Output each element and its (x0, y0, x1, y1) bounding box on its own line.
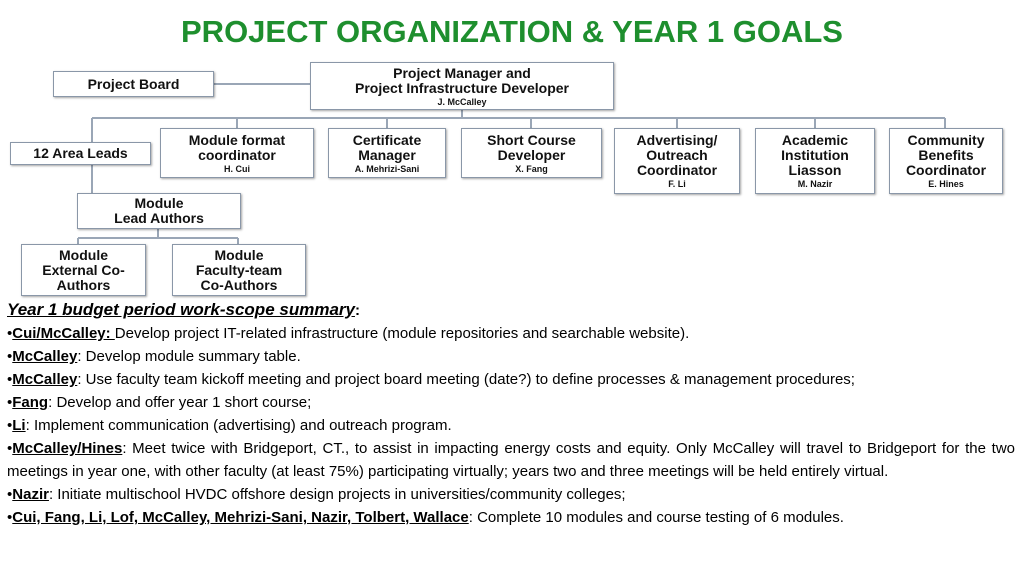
summary-item (7, 368, 1015, 391)
area-leads-box (10, 142, 151, 165)
module-format-coordinator-label: Module format coordinator (188, 131, 286, 163)
academic-institution-liasson-name: M. Nazir (797, 179, 833, 189)
summary-item (7, 414, 1015, 437)
certificate-manager-label: Certificate Manager (352, 131, 422, 163)
summary-item-text: : Initiate multischool HVDC offshore design projects in universities/community colleges; (48, 486, 626, 503)
module-lead-authors-box (77, 193, 241, 229)
short-course-developer-name: X. Fang (515, 163, 548, 174)
community-benefits-coordinator-name: E. Hines (928, 179, 964, 189)
community-benefits-coordinator-box (889, 128, 1003, 194)
summary-heading-colon: : (354, 302, 360, 319)
summary-item-person: McCalley/Hines (12, 440, 123, 457)
advertising-outreach-coordinator-name: F. Li (668, 179, 686, 189)
summary-item-person: Cui, Fang, Li, Lof, McCalley, Mehrizi-Sani, Nazir, Tolbert, Wallace (12, 509, 469, 526)
module-lead-authors-label: Module Lead Authors (114, 195, 204, 226)
summary-item-text: : Meet twice with Bridgeport, CT., to assist in impacting energy costs and equity. Only McCalley will travel to Bridgeport for the two meetings in year one, with other faculty (at least 75%) participating virtually; years two and three meetings will be held entirely virtual. (7, 440, 1015, 480)
bullet: • (7, 509, 13, 526)
summary-item (7, 506, 1015, 529)
bullet: • (7, 417, 13, 434)
summary-item (7, 322, 1015, 345)
certificate-manager-box (328, 128, 446, 178)
bullet: • (7, 371, 13, 388)
advertising-outreach-coordinator-box (614, 128, 740, 194)
summary-item-person: Li (12, 417, 26, 434)
bullet: • (7, 486, 13, 503)
summary-item-text: : Implement communication (advertising) and outreach program. (25, 417, 452, 434)
summary-item-person: McCalley (12, 371, 78, 388)
bullet: • (7, 348, 13, 365)
summary-item-text: : Use faculty team kickoff meeting and project board meeting (date?) to define processes & management procedures; (77, 371, 855, 388)
summary-item (7, 437, 1015, 483)
summary-item-text: : Develop and offer year 1 short course; (48, 394, 312, 411)
module-external-coauthors-box (21, 244, 146, 296)
summary-item-person: Fang (12, 394, 49, 411)
summary-heading-line (7, 298, 1015, 322)
community-benefits-coordinator-label: Community Benefits Coordinator (905, 132, 987, 178)
short-course-developer-label: Short Course Developer (487, 131, 576, 163)
module-format-coordinator-name: H. Cui (224, 163, 250, 174)
advertising-outreach-coordinator-label: Advertising/ Outreach Coordinator (636, 132, 718, 178)
page-title: PROJECT ORGANIZATION & YEAR 1 GOALS (181, 14, 843, 49)
academic-institution-liasson-label: Academic Institution Liasson (781, 132, 849, 178)
summary-item (7, 391, 1015, 414)
summary-item-person: Nazir (12, 486, 49, 503)
certificate-manager-name: A. Mehrizi-Sani (354, 163, 420, 174)
bullet: • (7, 325, 13, 342)
summary-item-person: Cui/McCalley: (12, 325, 115, 342)
bullet: • (7, 394, 13, 411)
summary-item (7, 345, 1015, 368)
project-board-box (53, 71, 214, 97)
summary-item (7, 483, 1015, 506)
project-board-label: Project Board (87, 75, 180, 92)
bullet: • (7, 440, 13, 457)
summary-item-text: : Complete 10 modules and course testing of 6 modules. (468, 509, 844, 526)
module-format-coordinator-box (160, 128, 314, 178)
work-scope-summary (7, 298, 1015, 529)
summary-item-person: McCalley (12, 348, 78, 365)
short-course-developer-box (461, 128, 602, 178)
summary-list (7, 322, 1015, 529)
summary-heading: Year 1 budget period work-scope summary (7, 300, 355, 319)
project-manager-name: J. McCalley (437, 96, 487, 107)
module-faculty-coauthors-label: Module Faculty-team Co-Authors (195, 246, 283, 293)
area-leads-label: 12 Area Leads (33, 145, 128, 161)
module-external-coauthors-label: Module External Co- Authors (42, 246, 125, 293)
summary-item-text: Develop project IT-related infrastructure (module repositories and searchable website). (114, 325, 690, 342)
project-manager-box (310, 62, 614, 110)
project-manager-label: Project Manager and Project Infrastructure Developer (355, 64, 569, 96)
academic-institution-liasson-box (755, 128, 875, 194)
summary-item-text: : Develop module summary table. (77, 348, 301, 365)
module-faculty-coauthors-box (172, 244, 306, 296)
